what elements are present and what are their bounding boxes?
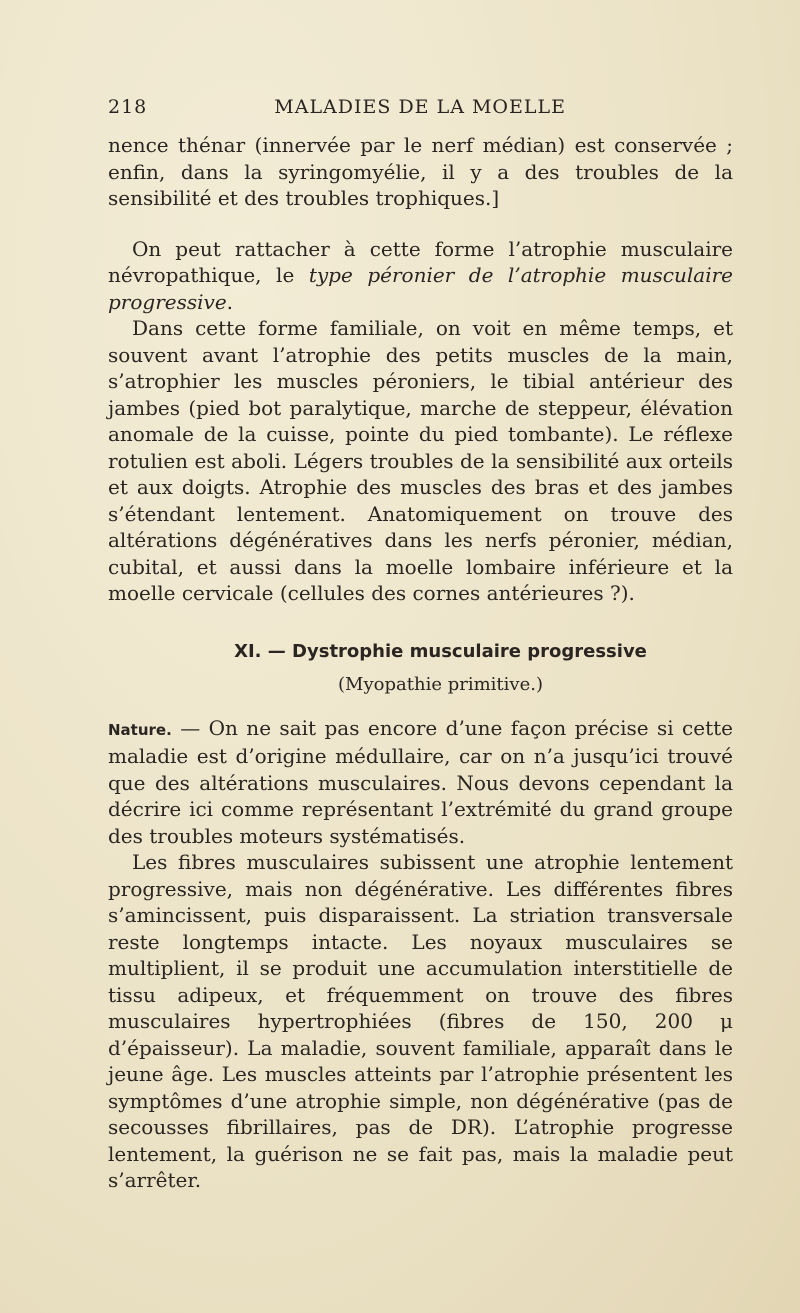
paragraph-text: — On ne sait pas encore d’une façon précise si cette maladie est d’origine médullaire, car on n’a jusqu’ici trouvé que des altérations musculaires. Nous devons cependant la décrire ici comme représentant l’extrémité du grand groupe des troubles moteurs systématisés. [108,715,733,848]
section-subtitle: (Myopathie primitive.) [338,673,543,695]
paragraph-peroneal-type [108,236,733,316]
book-page [108,96,733,1194]
nature-label: Nature. [108,720,172,739]
section-title: XI. — Dystrophie musculaire progressive [234,640,647,662]
paragraph-text: On peut rattacher à cette forme l’atrophie musculaire névropathique, le [108,236,733,287]
italic-term: type péronier de l’atrophie musculaire progressive [108,263,733,314]
paragraph-continuation: nence thénar (innervée par le nerf médian) est conservée ; enfin, dans la syringomyélie, il y a des troubles de la sensibilité et des troubles trophiques.] [108,133,733,210]
paragraph-familial-form: Dans cette forme familiale, on voit en même temps, et souvent avant l’atrophie des petits muscles de la main, s’atrophier les muscles péroniers, le tibial antérieur des jambes (pied bot paralytique, marche de steppeur, élévation anomale de la cuisse, pointe du pied tombante). Le réflexe rotulien est aboli. Légers troubles de la sensibilité aux orteils et aux doigts. Atrophie des muscles des bras et des jambes s’étendant lentement. Anatomiquement on trouve des altérations dégénératives dans les nerfs péronier, médian, cubital, et aussi dans la moelle lombaire inférieure et la moelle cervicale (cellules des cornes antérieures ?). [108,316,733,605]
running-title: MALADIES DE LA MOELLE [274,96,566,118]
paragraph-text: . [226,289,234,314]
paragraph-nature [108,715,733,850]
page-number: 218 [108,96,148,118]
paragraph-muscle-fibres: Les fibres musculaires subissent une atrophie lentement progressive, mais non dégénérative. Les différentes fibres s’amincissent, puis disparaissent. La striation transversale reste longtemps intacte. Les noyaux musculaires se multiplient, il se produit une accumulation interstitielle de tissu adipeux, et fréquemment on trouve des fibres musculaires hypertrophiées (fibres de 150, 200 μ d’épaisseur). La maladie, souvent familiale, apparaît dans le jeune âge. Les muscles atteints par l’atrophie présentent les symptômes d’une atrophie simple, non dégénérative (pas de secousses fibrillaires, pas de DR). L’atrophie progresse lentement, la guérison ne se fait pas, mais la maladie peut s’arrêter. [108,850,733,1192]
running-header [108,96,733,118]
